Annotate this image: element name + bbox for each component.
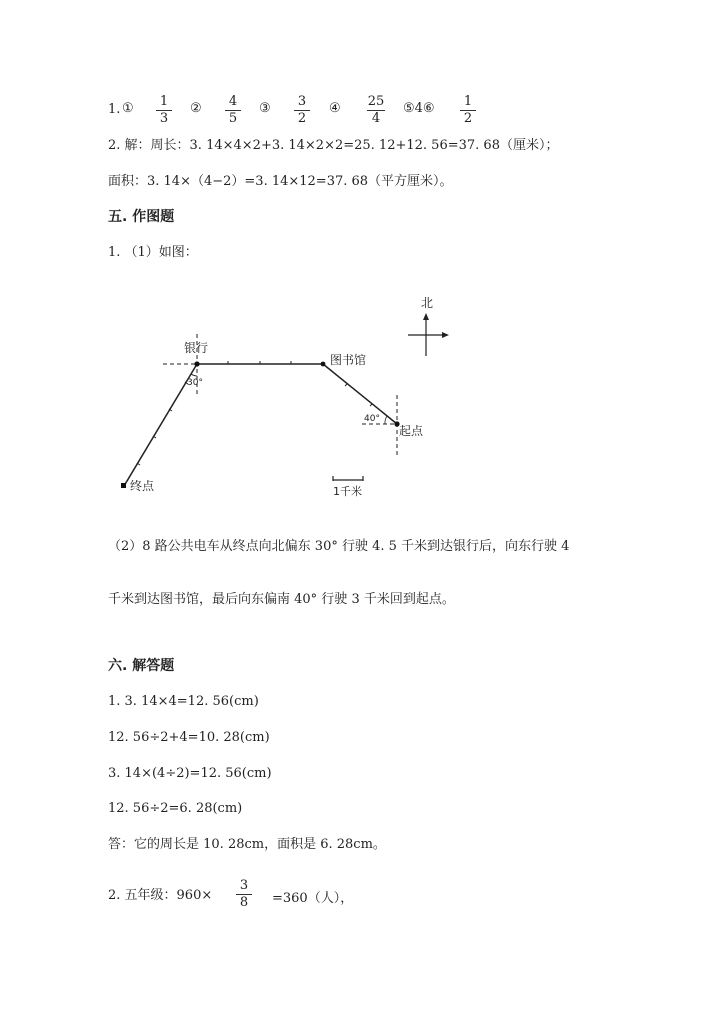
ticks-library-start (345, 384, 372, 406)
q1-item-5-fraction: 1 2 (458, 95, 478, 126)
q2-area: 面积：3. 14×（4−2）=3. 14×12=37. 68（平方厘米）。 (108, 174, 453, 189)
route-library-to-start (323, 364, 397, 424)
section5-answer-line1: （2）8 路公共电车从终点向北偏东 30° 行驶 4. 5 千米到达银行后，向东行驶 4 (108, 539, 570, 554)
angle-30-label: 30° (187, 378, 203, 388)
point-library (321, 362, 326, 367)
section6-q2-suffix: =360（人）， (272, 891, 354, 906)
start-label: 起点 (399, 424, 424, 438)
angle-arc-40 (385, 416, 387, 424)
section5-title: 五. 作图题 (108, 209, 175, 225)
end-label: 终点 (130, 479, 155, 493)
compass-north-arrow (423, 313, 429, 320)
scale-bar (333, 476, 363, 481)
q1-item-3-fraction: 3 2 (292, 95, 312, 126)
section5-answer-line2: 千米到达图书馆，最后向东偏南 40° 行驶 3 千米回到起点。 (108, 592, 455, 607)
q1-item-4-fraction: 25 4 (367, 94, 385, 126)
library-label: 图书馆 (330, 353, 367, 367)
q2-perimeter: 2. 解：周长：3. 14×4×2+3. 14×2×2=25. 12+12. 56=37. 68（厘米）； (108, 138, 559, 153)
q1-item-3-label: ③ (259, 101, 271, 116)
bank-label: 银行 (184, 341, 209, 355)
section6-title: 六. 解答题 (108, 658, 175, 674)
section6-q2-fraction: 3 8 (234, 879, 254, 910)
section6-line-2: 12. 56÷2+4=10. 28(cm) (108, 730, 270, 745)
q1-item-4-label: ④ (329, 101, 341, 116)
point-bank (194, 361, 199, 366)
point-end (121, 483, 126, 488)
section6-answer: 答：它的周长是 10. 28cm，面积是 6. 28cm。 (108, 837, 386, 852)
q1-item-2-label: ② (190, 101, 202, 116)
section6-line-4: 12. 56÷2=6. 28(cm) (108, 801, 243, 816)
section6-q2-prefix: 2. 五年级：960× (108, 888, 213, 903)
scale-label: 1千米 (333, 485, 362, 498)
section6-line-3: 3. 14×(4÷2)=12. 56(cm) (108, 766, 272, 781)
section5-item1: 1. （1）如图： (108, 245, 198, 260)
section6-line-1: 1. 3. 14×4=12. 56(cm) (108, 694, 259, 709)
north-label: 北 (421, 296, 434, 310)
angle-arc-30 (191, 374, 197, 376)
compass (408, 318, 445, 356)
q1-item-2-fraction: 4 5 (223, 95, 243, 126)
angle-40-label: 40° (364, 414, 380, 424)
q1-prefix: 1. (108, 102, 121, 117)
compass-east-arrow (442, 332, 449, 338)
q1-item-1-label: ① (122, 101, 134, 116)
q1-item-1-fraction: 1 3 (154, 95, 174, 126)
q1-item-5-label: ⑤4⑥ (403, 101, 435, 116)
